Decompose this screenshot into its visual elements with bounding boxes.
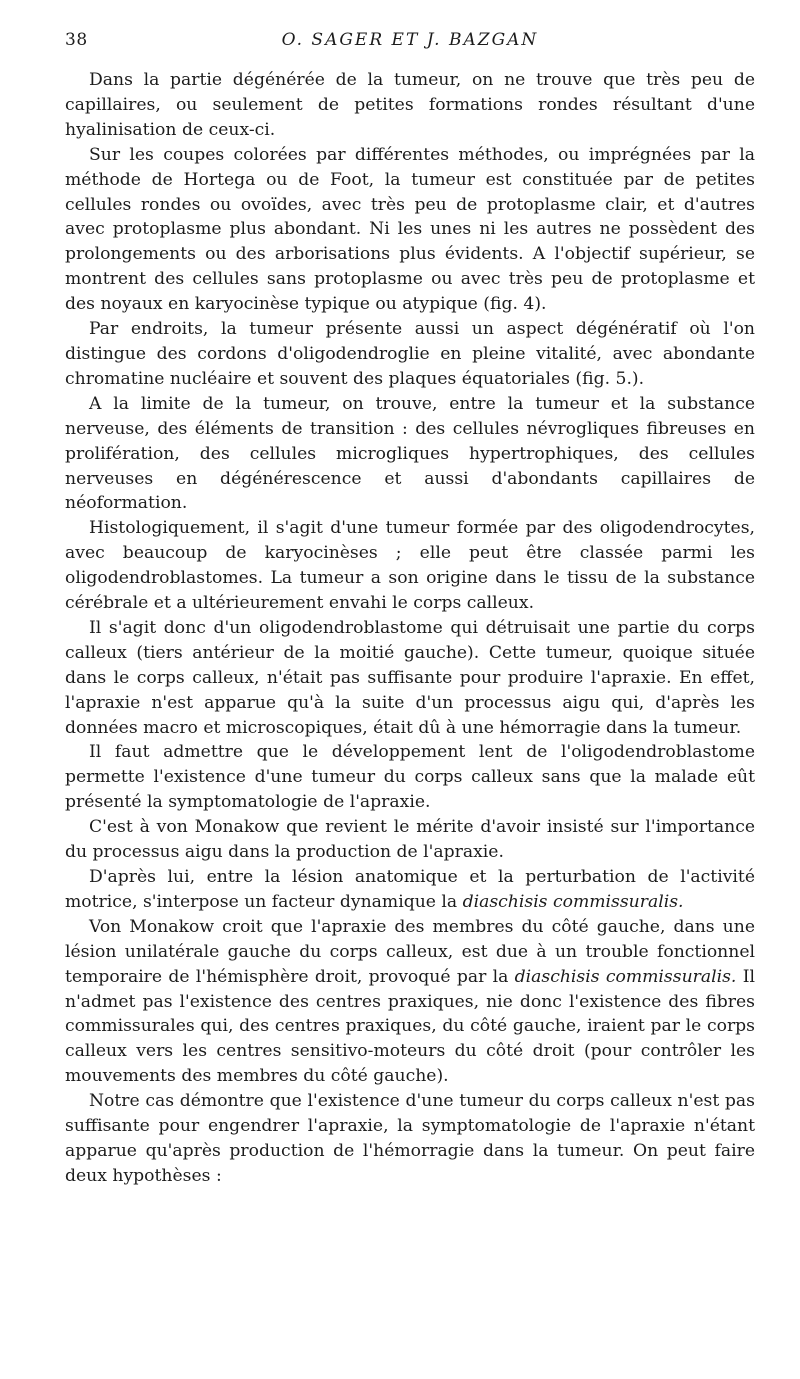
paragraph-8: C'est à von Monakow que revient le mérite d'avoir insisté sur l'importance du processus aigu dans la production de l'apraxie.: [65, 817, 755, 863]
paragraph-10-text-start: Von Monakow croit que l'apraxie des membres du côté gauche, dans une lésion unilatérale gauche du corps calleux, est due à un trouble fonctionnel temporaire de l'hémisphère droit, provoqué par la: [65, 916, 755, 987]
paragraph-9-italic-term: diaschisis commissuralis.: [462, 891, 684, 912]
paragraph-6: Il s'agit donc d'un oligodendroblastome qui détruisait une partie du corps calleux (tiers antérieur de la moitié gauche). Cette tumeur, quoique située dans le corps calleux, n'était pas suffisante pour produire l'apraxie. En effet, l'apraxie n'est apparue qu'à la suite d'un processus aigu qui, d'après les données macro et microscopiques, était dû à une hémorragie dans la tumeur.: [65, 617, 755, 738]
page-number: 38: [65, 30, 88, 50]
paragraph-10-text-end: Il n'admet pas l'existence des centres praxiques, nie donc l'existence des fibres commissurales qui, des centres praxiques, du côté gauche, iraient par le corps calleux vers les centres sensitivo-moteurs du côté droit (pour contrôler les mouvements des membres du côté gauche).: [65, 966, 755, 1087]
paragraph-9-text: D'après lui, entre la lésion anatomique et la perturbation de l'activité motrice, s'interpose un facteur dynamique la: [65, 867, 755, 912]
paragraph-4: A la limite de la tumeur, on trouve, entre la tumeur et la substance nerveuse, des éléments de transition : des cellules névrogliques fibreuses en prolifération, des cellules microgliques hypertrophiques, des cellules nerveuses en dégénérescence et aussi d'abondants capillaires de néoformation.: [65, 393, 755, 514]
paragraph-5: Histologiquement, il s'agit d'une tumeur formée par des oligodendrocytes, avec beaucoup de karyocinèses ; elle peut être classée parmi les oligodendroblastomes. La tumeur a son origine dans le tissu de la substance cérébrale et a ultérieurement envahi le corps calleux.: [65, 518, 755, 614]
paragraph-1: Dans la partie dégénérée de la tumeur, on ne trouve que très peu de capillaires, ou seulement de petites formations rondes résultant d'une hyalinisation de ceux-ci.: [65, 70, 755, 140]
running-header: [65, 30, 755, 56]
paragraph-9: [65, 865, 755, 915]
paragraph-10: [65, 915, 755, 1089]
paragraph-10-italic-term: diaschisis commissuralis.: [514, 966, 737, 987]
body-text: [65, 68, 755, 1189]
paragraph-7: Il faut admettre que le développement lent de l'oligodendroblastome permette l'existence d'une tumeur du corps calleux sans que la malade eût présenté la symptomatologie de l'apraxie.: [65, 742, 755, 813]
paragraph-11: Notre cas démontre que l'existence d'une tumeur du corps calleux n'est pas suffisante pour engendrer l'apraxie, la symptomatologie de l'apraxie n'étant apparue qu'après production de l'hémorragie dans la tumeur. On peut faire deux hypothèses :: [65, 1091, 755, 1186]
paragraph-2: Sur les coupes colorées par différentes méthodes, ou imprégnées par la méthode de Hortega ou de Foot, la tumeur est constituée par de petites cellules rondes ou ovoïdes, avec très peu de protoplasme clair, et d'autres avec protoplasme plus abondant. Ni les unes ni les autres ne possèdent des prolongements ou des arborisations plus évidents. A l'objectif supérieur, se montrent des cellules sans protoplasme ou avec très peu de protoplasme et des noyaux en karyocinèse typique ou atypique (fig. 4).: [65, 144, 755, 315]
paragraph-3: Par endroits, la tumeur présente aussi un aspect dégénératif où l'on distingue des cordons d'oligodendroglie en pleine vitalité, avec abondante chromatine nucléaire et souvent des plaques équatoriales (fig. 5.).: [65, 319, 755, 389]
running-title: O. SAGER ET J. BAZGAN: [281, 30, 539, 50]
